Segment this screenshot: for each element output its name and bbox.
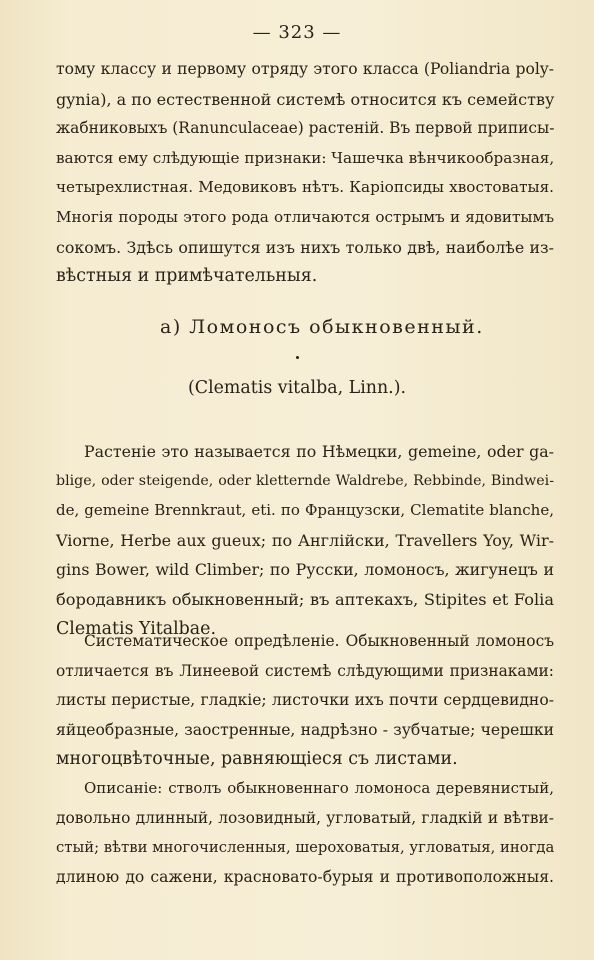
latin-name: (Clematis vitalba, Linn.). [187, 378, 407, 398]
systematic-paragraph [56, 627, 554, 775]
intro-paragraph [56, 55, 554, 292]
text-line: Систематическое опредѣленіе. Обыкновенный ломоносъ [84, 632, 554, 650]
text-line: тому классу и первому отряду этого класса (Poliandria poly- [56, 60, 554, 78]
text-line: Описаніе: стволъ обыкновеннаго ломоноса деревянистый, [84, 779, 554, 797]
text-line: четырехлистная. Медовиковъ нѣтъ. Каріопсиды хвостоватыя. [56, 178, 554, 197]
text-line: длиною до сажени, красновато-бурыя и противоположныя. [56, 867, 554, 886]
text-line: сокомъ. Здѣсь опишутся изъ нихъ только двѣ, наиболѣе из- [56, 237, 554, 257]
text-line: стый; вѣтви многочисленныя, шероховатыя, угловатыя, иногда [56, 839, 555, 857]
text-line: довольно длинный, лозовидный, угловатый, гладкій и вѣтви- [56, 808, 554, 827]
text-line: gins Bower, wild Climber; по Русски, ломоносъ, жигунецъ и [56, 560, 554, 580]
text-line: отличается въ Линеевой системѣ слѣдующими признаками: [56, 661, 554, 680]
text-line: Viorne, Herbe aux gueux; по Англійски, Travellers Yoy, Wir- [56, 530, 554, 550]
text-line: Clematis Yitalbae. [56, 618, 216, 639]
text-line: de, gemeine Brennkraut, eti. по Французски, Clematite blanche, [56, 501, 554, 520]
printer-dot [296, 356, 299, 359]
text-line: яйцеобразные, заостренные, надрѣзно - зубчатые; черешки [56, 720, 554, 739]
text-line: gynia), а по естественной системѣ относится къ семейству [56, 89, 555, 109]
page-number: — 323 — [252, 22, 342, 43]
text-line: ваются ему слѣдующіе признаки: Чашечка вѣнчикообразная, [56, 148, 555, 167]
text-line: многоцвѣточные, равняющіеся съ листами. [56, 749, 458, 770]
text-line: листы перистые, гладкіе; листочки ихъ почти сердцевидно- [56, 691, 554, 710]
description-paragraph [56, 774, 554, 892]
text-line: вѣстныя и примѣчательныя. [56, 266, 318, 287]
text-line: жабниковыхъ (Ranunculaceae) растеній. Въ первой приписы- [56, 119, 555, 138]
text-line: бородавникъ обыкновенный; въ аптекахъ, Stipites et Folia [56, 589, 554, 609]
text-line: Многія породы этого рода отличаются острымъ и ядовитымъ [56, 207, 554, 226]
text-line: blige, oder steigende, oder kletternde Waldrebe, Rebbinde, Bindwei- [56, 472, 554, 489]
section-heading: а) Ломоносъ обыкновенный. [160, 316, 484, 338]
names-paragraph [56, 437, 554, 644]
text-line: Растеніе это называется по Нѣмецки, gemeine, oder ga- [84, 442, 554, 461]
